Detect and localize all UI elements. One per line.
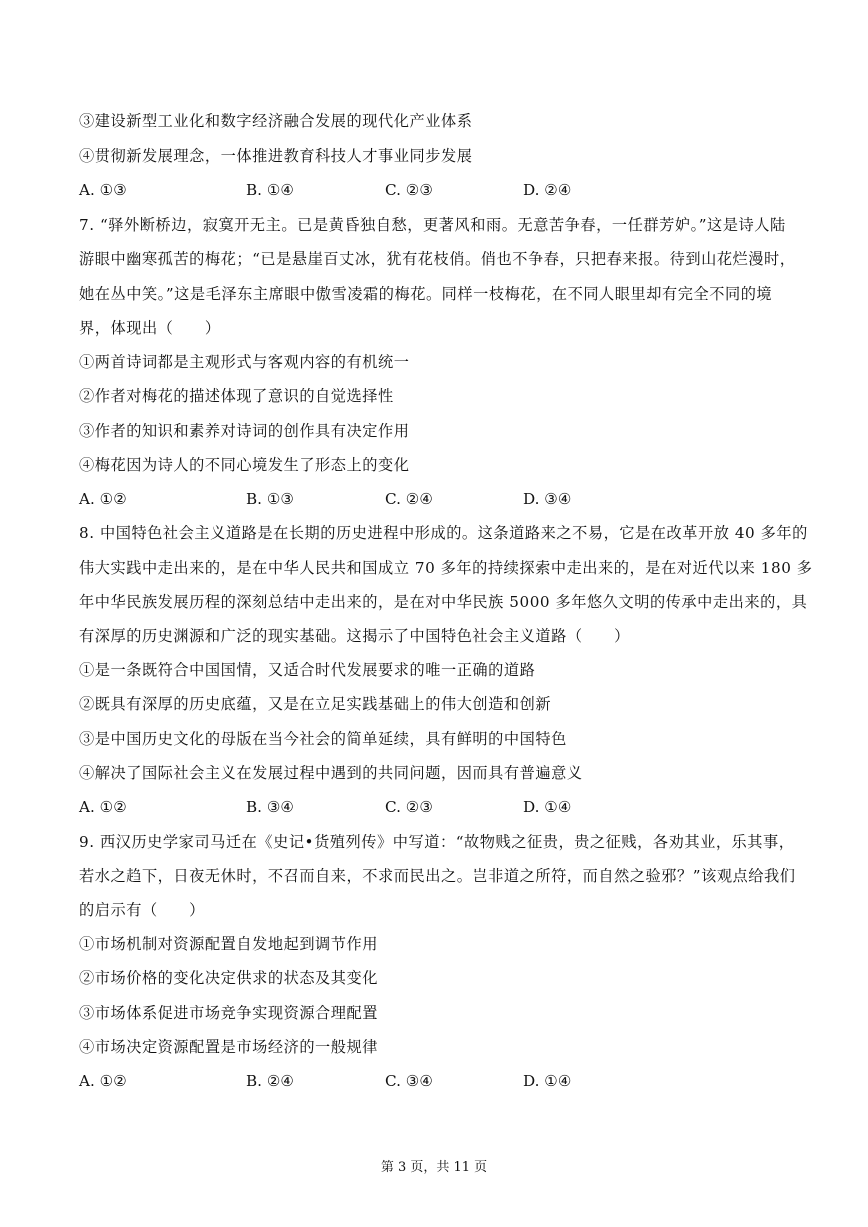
q7-item-2: ②作者对梅花的描述体现了意识的自觉选择性 xyxy=(79,387,394,405)
q6-option-d: D. ②④ xyxy=(523,181,572,199)
q7-stem-line: 游眼中幽寒孤苦的梅花；“已是悬崖百丈冰，犹有花枝俏。俏也不争春，只把春来报。待到山花烂漫时， xyxy=(79,250,796,268)
q7-item-3: ③作者的知识和素养对诗词的创作具有决定作用 xyxy=(79,422,410,440)
q9-options xyxy=(79,1071,799,1091)
page-number-footer: 第 3 页，共 11 页 xyxy=(380,1160,488,1175)
q9-option-c: C. ③④ xyxy=(385,1072,433,1090)
q6-options xyxy=(79,180,799,200)
q8-stem-line: 伟大实践中走出来的，是在中华人民共和国成立 70 多年的持续探索中走出来的，是在对近代以来 180 多 xyxy=(79,559,813,577)
q7-option-d: D. ③④ xyxy=(523,490,572,508)
q7-item-4: ④梅花因为诗人的不同心境发生了形态上的变化 xyxy=(79,456,410,474)
q8-stem-line: 年中华民族发展历程的深刻总结中走出来的，是在对中华民族 5000 多年悠久文明的传承中走出来的，具 xyxy=(79,593,808,611)
q9-stem-line: 的启示有（ ） xyxy=(79,901,205,919)
q6-option-c: C. ②③ xyxy=(385,181,433,199)
q7-stem-line: 她在丛中笑。”这是毛泽东主席眼中傲雪凌霜的梅花。同样一枝梅花，在不同人眼里却有完全不同的境 xyxy=(79,285,773,303)
q8-option-c: C. ②③ xyxy=(385,798,433,816)
q9-option-d: D. ①④ xyxy=(523,1072,572,1090)
q6-option-b: B. ①④ xyxy=(246,181,295,199)
q9-item-3: ③市场体系促进市场竞争实现资源合理配置 xyxy=(79,1004,379,1022)
q6-item-3: ③建设新型工业化和数字经济融合发展的现代化产业体系 xyxy=(79,112,473,130)
q9-stem-line: 9. 西汉历史学家司马迁在《史记•货殖列传》中写道：“故物贱之征贵，贵之征贱，各劝其业，乐其事， xyxy=(79,833,795,851)
q9-option-b: B. ②④ xyxy=(246,1072,295,1090)
q9-item-1: ①市场机制对资源配置自发地起到调节作用 xyxy=(79,935,379,953)
q8-option-a: A. ①② xyxy=(79,798,127,816)
q7-stem-line: 界，体现出（ ） xyxy=(79,319,221,337)
q8-options xyxy=(79,797,799,817)
q8-item-4: ④解决了国际社会主义在发展过程中遇到的共同问题，因而具有普遍意义 xyxy=(79,764,583,782)
q8-option-b: B. ③④ xyxy=(246,798,295,816)
q9-option-a: A. ①② xyxy=(79,1072,127,1090)
q7-option-c: C. ②④ xyxy=(385,490,433,508)
q8-item-2: ②既具有深厚的历史底蕴，又是在立足实践基础上的伟大创造和创新 xyxy=(79,695,552,713)
q9-stem-line: 若水之趋下，日夜无休时，不召而自来，不求而民出之。岂非道之所符，而自然之验邪？”该观点给我们 xyxy=(79,867,796,885)
q8-option-d: D. ①④ xyxy=(523,798,572,816)
q6-item-4: ④贯彻新发展理念，一体推进教育科技人才事业同步发展 xyxy=(79,147,473,165)
q8-stem-line: 有深厚的历史渊源和广泛的现实基础。这揭示了中国特色社会主义道路（ ） xyxy=(79,627,630,645)
q6-option-a: A. ①③ xyxy=(79,181,127,199)
q9-item-4: ④市场决定资源配置是市场经济的一般规律 xyxy=(79,1038,379,1056)
q7-stem-line: 7. “驿外断桥边，寂寞开无主。已是黄昏独自愁，更著风和雨。无意苦争春，一任群芳妒。”这是诗人陆 xyxy=(79,216,786,234)
q7-item-1: ①两首诗词都是主观形式与客观内容的有机统一 xyxy=(79,353,410,371)
q8-stem-line: 8. 中国特色社会主义道路是在长期的历史进程中形成的。这条道路来之不易，它是在改革开放 40 多年的 xyxy=(79,524,808,542)
q9-item-2: ②市场价格的变化决定供求的状态及其变化 xyxy=(79,969,379,987)
q8-item-3: ③是中国历史文化的母版在当今社会的简单延续，具有鲜明的中国特色 xyxy=(79,730,567,748)
q7-option-a: A. ①② xyxy=(79,490,127,508)
q7-option-b: B. ①③ xyxy=(246,490,295,508)
q7-options xyxy=(79,489,799,509)
q8-item-1: ①是一条既符合中国国情，又适合时代发展要求的唯一正确的道路 xyxy=(79,661,536,679)
